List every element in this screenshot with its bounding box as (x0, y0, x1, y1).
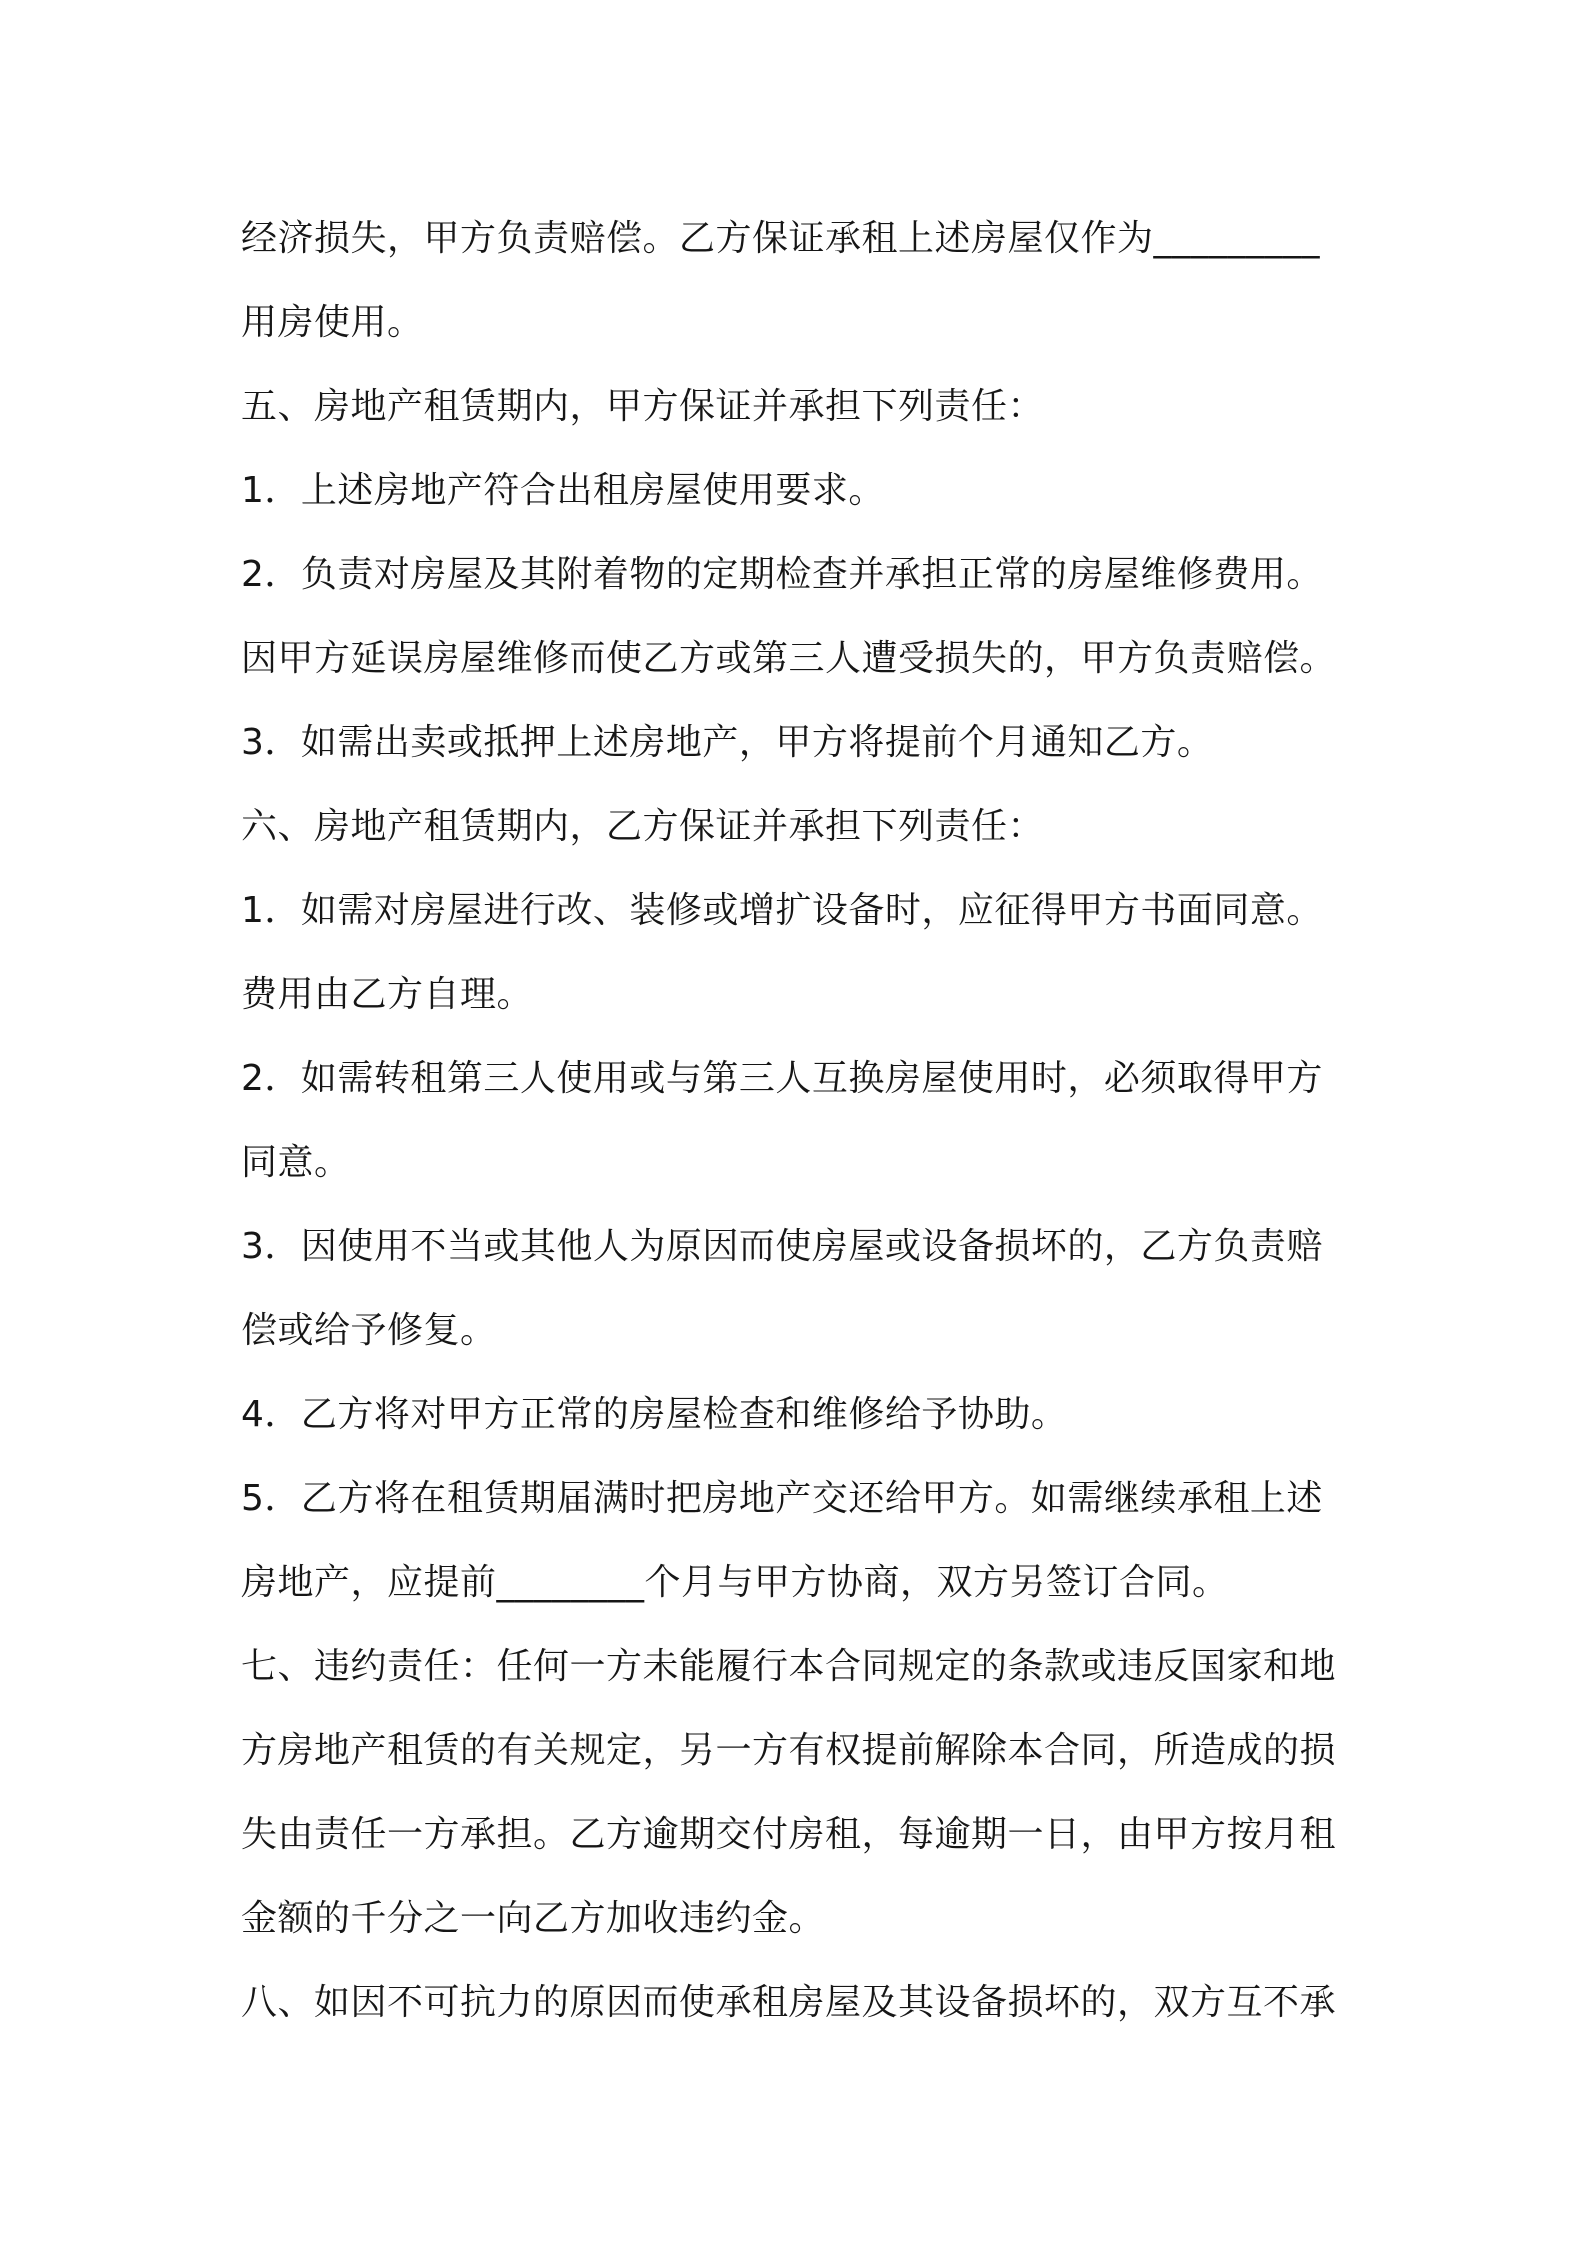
text-line: 3．如需出卖或抵押上述房地产，甲方将提前个月通知乙方。 (241, 722, 1214, 763)
text-line: 用房使用。 (241, 302, 424, 343)
section-heading: 六、房地产租赁期内，乙方保证并承担下列责任： (241, 806, 1045, 847)
text-line: 3．因使用不当或其他人为原因而使房屋或设备损坏的，乙方负责赔 (241, 1226, 1323, 1267)
text-line: 金额的千分之一向乙方加收违约金。 (241, 1898, 826, 1939)
text-line: 因甲方延误房屋维修而使乙方或第三人遭受损失的，甲方负责赔偿。 (241, 638, 1337, 679)
text-line: 房地产，应提前________个月与甲方协商，双方另签订合同。 (241, 1562, 1229, 1603)
section-heading: 五、房地产租赁期内，甲方保证并承担下列责任： (241, 386, 1045, 427)
text-line: 1．如需对房屋进行改、装修或增扩设备时，应征得甲方书面同意。 (241, 890, 1323, 931)
section-heading: 八、如因不可抗力的原因而使承租房屋及其设备损坏的，双方互不承 (241, 1982, 1337, 2023)
section-heading: 七、违约责任：任何一方未能履行本合同规定的条款或违反国家和地 (241, 1646, 1337, 1687)
text-line: 经济损失，甲方负责赔偿。乙方保证承租上述房屋仅作为_________ (241, 218, 1321, 259)
text-line: 2．如需转租第三人使用或与第三人互换房屋使用时，必须取得甲方 (241, 1058, 1323, 1099)
text-line: 1．上述房地产符合出租房屋使用要求。 (241, 470, 885, 511)
text-line: 偿或给予修复。 (241, 1310, 497, 1351)
text-line: 5．乙方将在租赁期届满时把房地产交还给甲方。如需继续承租上述 (241, 1478, 1323, 1519)
text-line: 4．乙方将对甲方正常的房屋检查和维修给予协助。 (241, 1394, 1068, 1435)
text-line: 费用由乙方自理。 (241, 974, 534, 1015)
text-line: 失由责任一方承担。乙方逾期交付房租，每逾期一日，由甲方按月租 (241, 1814, 1337, 1855)
contract-text (241, 197, 1361, 2045)
text-line: 方房地产租赁的有关规定，另一方有权提前解除本合同，所造成的损 (241, 1730, 1337, 1771)
text-line: 同意。 (241, 1142, 351, 1183)
text-line: 2．负责对房屋及其附着物的定期检查并承担正常的房屋维修费用。 (241, 554, 1323, 595)
